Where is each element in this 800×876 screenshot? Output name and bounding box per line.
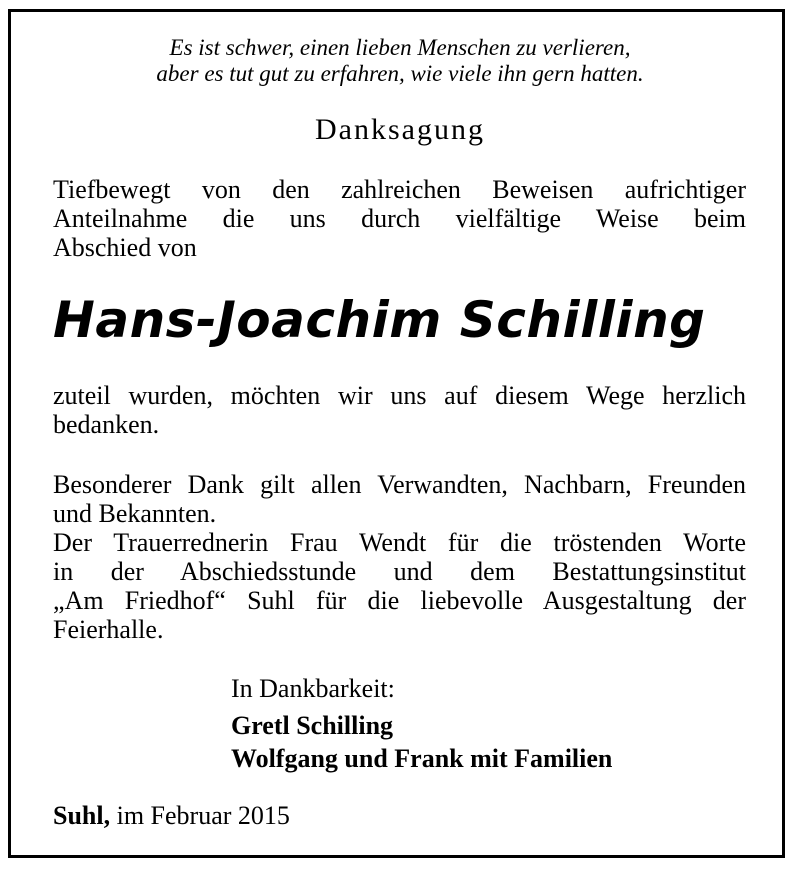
- special-line-5: „Am Friedhof“ Suhl für die liebevolle Ausgestaltung der: [53, 586, 746, 615]
- notice-heading: Danksagung: [315, 113, 485, 146]
- special-line-3: Der Trauerrednerin Frau Wendt für die tröstenden Worte: [53, 528, 746, 557]
- thanks-line-2: bedanken.: [53, 410, 160, 439]
- signature-name-2: Wolfgang und Frank mit Familien: [231, 744, 613, 773]
- thanks-line-1: zuteil wurden, möchten wir uns auf diesem Wege herzlich: [53, 381, 746, 410]
- signature-name-1: Gretl Schilling: [231, 711, 394, 740]
- date: im Februar 2015: [116, 801, 290, 830]
- special-line-2: und Bekannten.: [53, 499, 217, 528]
- intro-line-3: Abschied von: [53, 233, 197, 262]
- motto-line-2: aber es tut gut zu erfahren, wie viele ihn gern hatten.: [156, 61, 644, 86]
- special-line-1: Besonderer Dank gilt allen Verwandten, Nachbarn, Freunden: [53, 470, 746, 499]
- special-line-6: Feierhalle.: [53, 615, 164, 644]
- special-line-4: in der Abschiedsstunde und dem Bestattungsinstitut: [53, 557, 746, 586]
- signature-intro: In Dankbarkeit:: [231, 674, 395, 703]
- motto-line-1: Es ist schwer, einen lieben Menschen zu verlieren,: [169, 35, 631, 60]
- place-date: [53, 800, 290, 832]
- intro-line-2: Anteilnahme die uns durch vielfältige Weise beim: [53, 204, 746, 233]
- place: Suhl,: [53, 801, 111, 830]
- intro-line-1: Tiefbewegt von den zahlreichen Beweisen aufrichtiger: [53, 175, 746, 204]
- deceased-name: Hans-Joachim Schilling: [53, 291, 706, 349]
